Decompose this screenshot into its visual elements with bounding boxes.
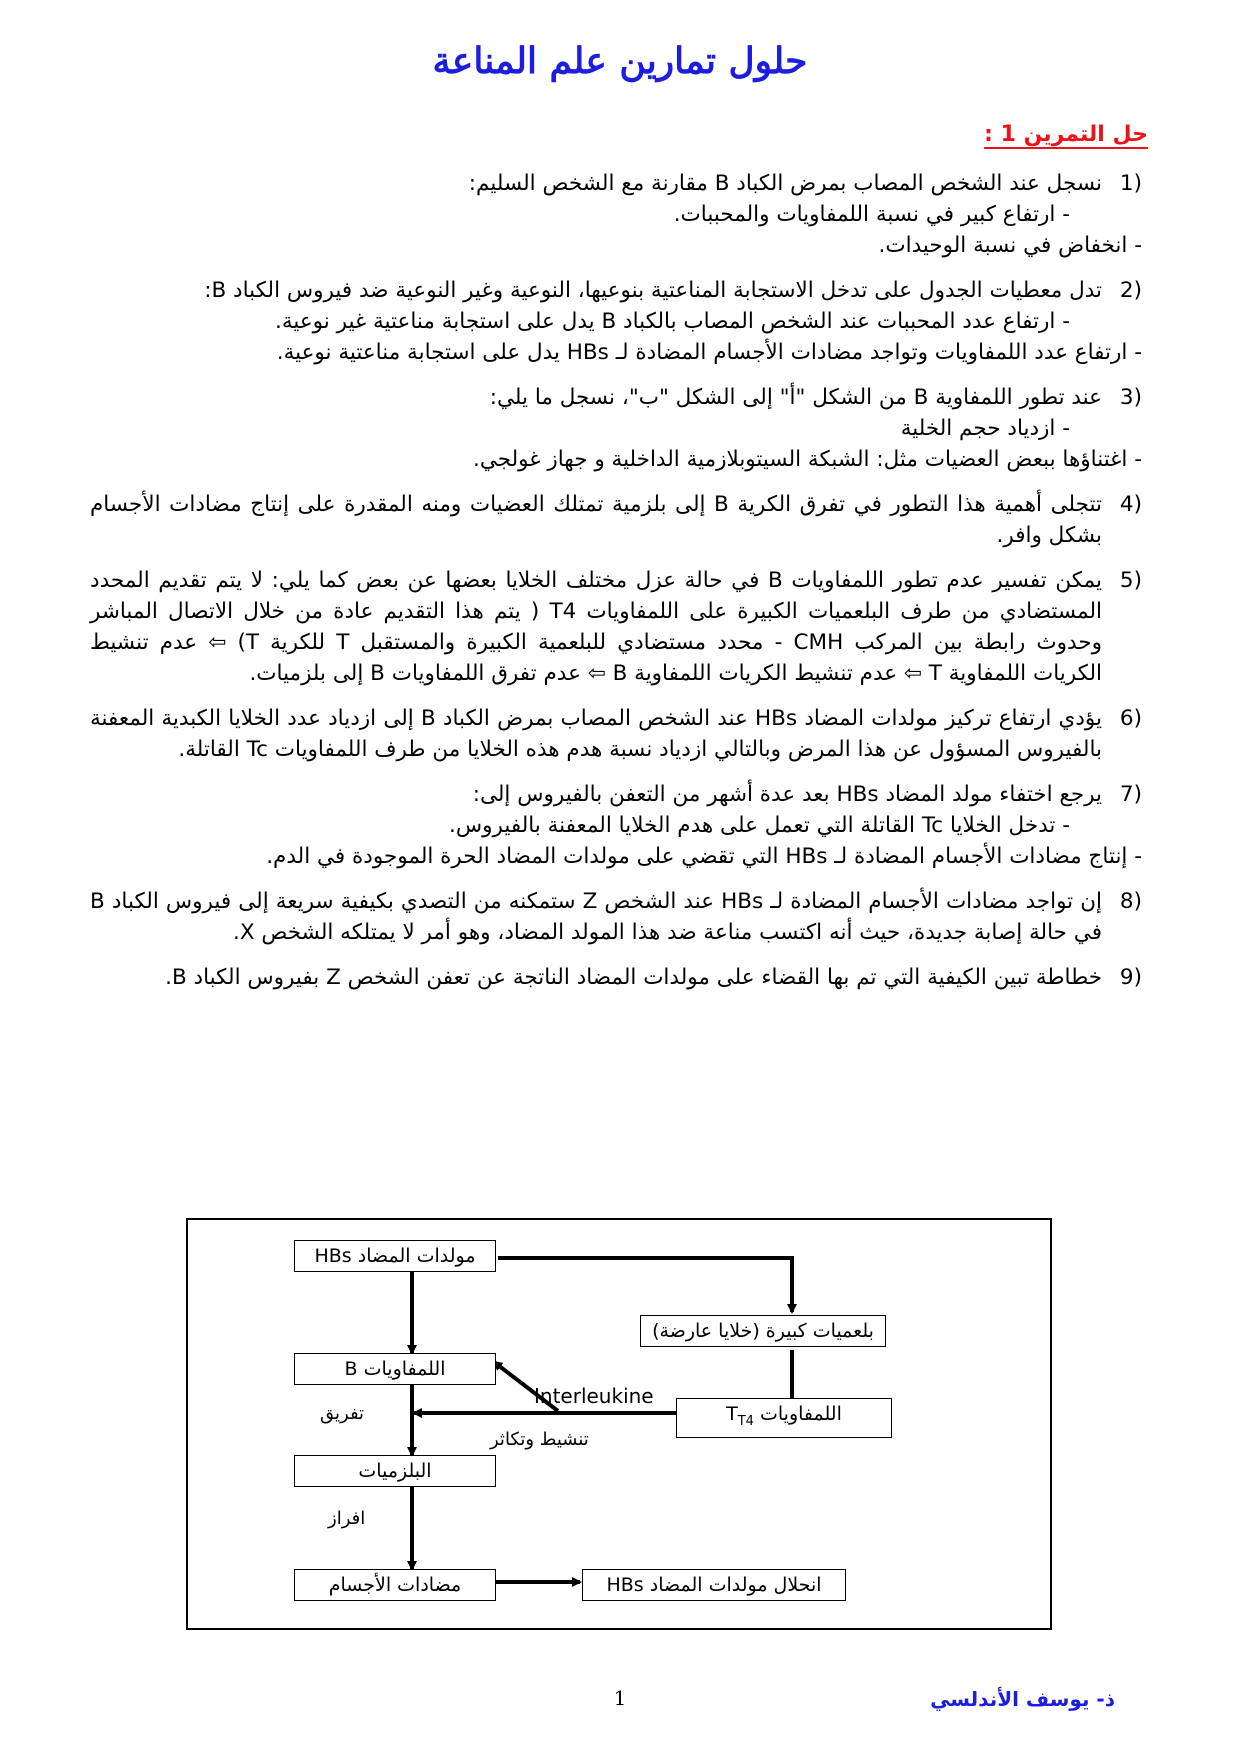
answer-number: 9) [1119, 965, 1142, 990]
differentiation-label: تفريق [320, 1403, 365, 1424]
answer-1 [90, 168, 1142, 261]
answer-9 [90, 962, 1142, 993]
antigen-lysis-box: انحلال مولدات المضاد HBs [582, 1569, 846, 1601]
t4-symbol: $T_{T4}$ [726, 1403, 754, 1429]
author-name: ذ- يوسف الأندلسي [930, 1687, 1115, 1711]
arrow-antigen-to-macrophages [498, 1258, 792, 1312]
b-cells-box: اللمفاويات B [294, 1353, 496, 1385]
answer-line: - إنتاج مضادات الأجسام المضادة لـ HBs التي تقضي على مولدات المضاد الحرة الموجودة في الدم. [266, 844, 1142, 869]
answer-line: - تدخل الخلايا Tc القاتلة التي تعمل على هدم الخلايا المعفنة بالفيروس. [449, 813, 1070, 838]
answer-number: 5) [1119, 568, 1142, 593]
answer-line: نسجل عند الشخص المصاب بمرض الكباد B مقارنة مع الشخص السليم: [468, 171, 1102, 196]
t4-box [676, 1398, 892, 1438]
answer-number: 4) [1119, 492, 1142, 517]
answer-line: تدل معطيات الجدول على تدخل الاستجابة المناعتية بنوعيها، النوعية وغير النوعية ضد فيروس الكباد B: [204, 278, 1102, 303]
answer-5 [90, 565, 1142, 689]
diagram-arrows [188, 1220, 1050, 1628]
answer-number: 7) [1119, 782, 1142, 807]
activation-label: تنشيط وتكاثر [490, 1429, 589, 1450]
t4-label: اللمفاويات [759, 1403, 842, 1425]
answer-number: 3) [1119, 385, 1142, 410]
answer-text: تتجلى أهمية هذا التطور في تفرق الكرية B إلى بلزمية تمتلك العضيات ومنه المقدرة على إنتاج مضادات الأجسام بشكل وافر. [90, 492, 1102, 548]
immune-response-diagram [186, 1218, 1052, 1630]
answer-6 [90, 703, 1142, 765]
page-title: حلول تمارين علم المناعة [432, 40, 808, 82]
answer-line: - انخفاض في نسبة الوحيدات. [878, 233, 1142, 258]
page-number: 1 [613, 1686, 627, 1710]
answer-line: - ارتفاع عدد اللمفاويات وتواجد مضادات الأجسام المضادة لـ HBs يدل على استجابة مناعتية نوعية. [276, 340, 1142, 365]
answer-number: 2) [1119, 278, 1142, 303]
answer-2 [90, 275, 1142, 368]
antigen-box: مولدات المضاد HBs [294, 1240, 496, 1272]
plasma-cells-box: البلزميات [294, 1455, 496, 1487]
answer-text: إن تواجد مضادات الأجسام المضادة لـ HBs عند الشخص Z ستمكنه من التصدي بكيفية سريعة إلى فيروس الكباد B في حالة إصابة جديدة، حيث أنه اكتسب مناعة ضد هذا المولد المضاد، وهو أمر لا يمتلكه الشخص X. [90, 889, 1102, 945]
answer-line: عند تطور اللمفاوية B من الشكل "أ" إلى الشكل "ب"، نسجل ما يلي: [489, 385, 1102, 410]
answers-content [90, 168, 1142, 1007]
answer-8 [90, 886, 1142, 948]
antibodies-box: مضادات الأجسام [294, 1569, 496, 1601]
secretion-label: افراز [328, 1508, 366, 1529]
interleukine-label: Interleukine [534, 1384, 654, 1408]
answer-7 [90, 779, 1142, 872]
answer-text: يؤدي ارتفاع تركيز مولدات المضاد HBs عند الشخص المصاب بمرض الكباد B إلى ازدياد عدد الخلايا الكبدية المعفنة بالفيروس المسؤول عن هذا المرض وبالتالي ازدياد نسبة هدم هذه الخلايا من طرف اللمفاويات Tc القاتلة. [90, 706, 1102, 762]
t4-subscript: T4 [737, 1413, 754, 1429]
exercise-heading: حل التمرين 1 : [984, 122, 1148, 147]
answer-line: - ازدياد حجم الخلية [900, 416, 1070, 441]
answer-line: يرجع اختفاء مولد المضاد HBs بعد عدة أشهر من التعفن بالفيروس إلى: [472, 782, 1102, 807]
answer-line: - اغتناؤها ببعض العضيات مثل: الشبكة السيتوبلازمية الداخلية و جهاز غولجي. [472, 447, 1142, 472]
answer-3 [90, 382, 1142, 475]
answer-number: 6) [1119, 706, 1142, 731]
answer-4 [90, 489, 1142, 551]
answer-line: - ارتفاع كبير في نسبة اللمفاويات والمحببات. [673, 202, 1070, 227]
answer-number: 1) [1119, 171, 1142, 196]
answer-text: يمكن تفسير عدم تطور اللمفاويات B في حالة عزل مختلف الخلايا بعضها عن بعض كما يلي: لا يتم تقديم المحدد المستضادي من طرف البلعميات الكبيرة على اللمفاويات T4 ( يتم هذا التقديم عادة من خلال الاتصال المباشر وحدوث رابطة بين المركب CMH - محدد مستضادي للبلعمية الكبيرة والمستقبل T للكرية T) ⇦ عدم تنشيط الكريات اللمفاوية T ⇦ عدم تنشيط الكريات اللمفاوية B ⇦ عدم تفرق اللمفاويات B إلى بلزميات. [90, 568, 1103, 686]
answer-text: خطاطة تبين الكيفية التي تم بها القضاء على مولدات المضاد الناتجة عن تعفن الشخص Z بفيروس الكباد B. [165, 965, 1102, 990]
answer-line: - ارتفاع عدد المحببات عند الشخص المصاب بالكباد B يدل على استجابة مناعتية غير نوعية. [275, 309, 1070, 334]
answer-number: 8) [1119, 889, 1142, 914]
macrophages-box: بلعميات كبيرة (خلايا عارضة) [640, 1315, 886, 1347]
